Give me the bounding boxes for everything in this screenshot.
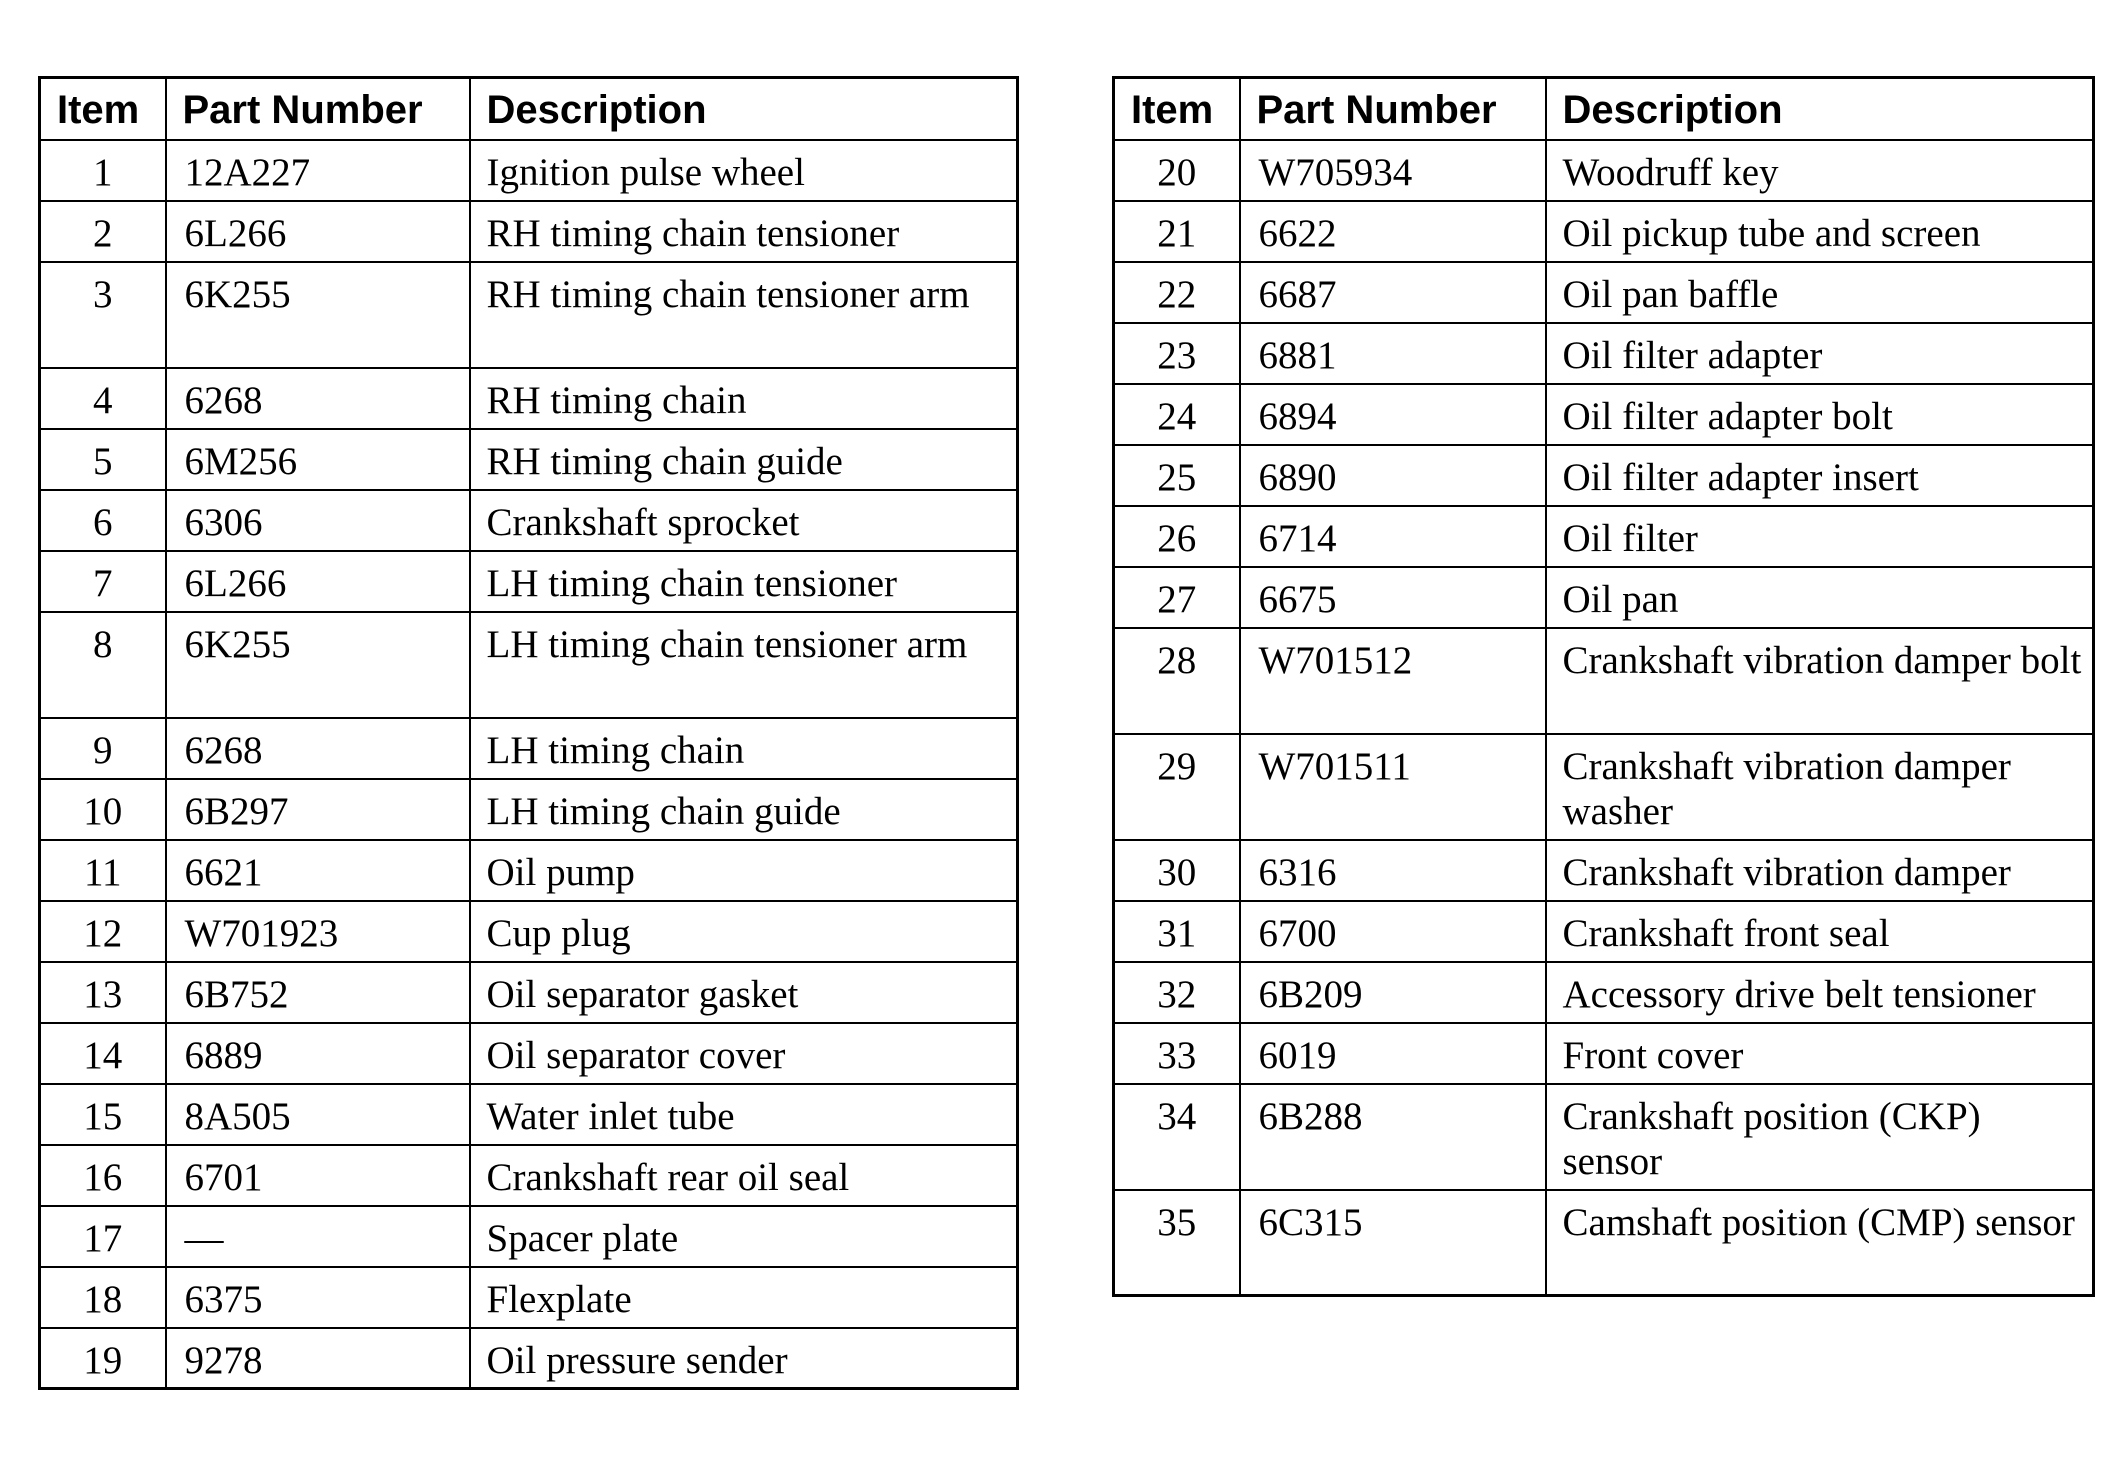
table-row [1114, 628, 2094, 734]
part-number-cell: 6B209 [1240, 962, 1546, 1023]
table-header-row [40, 78, 1018, 140]
part-number-cell: 6700 [1240, 901, 1546, 962]
part-number-cell: 6894 [1240, 384, 1546, 445]
item-cell: 27 [1114, 567, 1240, 628]
header-description: Description [470, 78, 1018, 140]
part-number-cell: W701512 [1240, 628, 1546, 734]
item-cell: 15 [40, 1084, 166, 1145]
part-number-cell: 6714 [1240, 506, 1546, 567]
description-cell: LH timing chain [470, 718, 1018, 779]
part-number-cell: 6316 [1240, 840, 1546, 901]
table-row [40, 962, 1018, 1023]
table-row [1114, 140, 2094, 201]
parts-table-right [1112, 76, 2095, 1297]
description-cell: Crankshaft front seal [1546, 901, 2094, 962]
item-cell: 19 [40, 1328, 166, 1389]
table-row [40, 551, 1018, 612]
table-body-right [1114, 140, 2094, 1296]
description-cell: Oil pan [1546, 567, 2094, 628]
table-row [40, 1267, 1018, 1328]
item-cell: 34 [1114, 1084, 1240, 1190]
description-cell: Woodruff key [1546, 140, 2094, 201]
table-row [40, 1084, 1018, 1145]
table-row [40, 368, 1018, 429]
item-cell: 18 [40, 1267, 166, 1328]
description-cell: RH timing chain guide [470, 429, 1018, 490]
item-cell: 22 [1114, 262, 1240, 323]
part-number-cell: 6675 [1240, 567, 1546, 628]
table-row [40, 140, 1018, 201]
table-row [1114, 445, 2094, 506]
part-number-cell: 6687 [1240, 262, 1546, 323]
part-number-cell: 6889 [166, 1023, 470, 1084]
item-cell: 32 [1114, 962, 1240, 1023]
header-description: Description [1546, 78, 2094, 140]
description-cell: Crankshaft sprocket [470, 490, 1018, 551]
part-number-cell: 6268 [166, 368, 470, 429]
description-cell: Flexplate [470, 1267, 1018, 1328]
table-row [40, 1145, 1018, 1206]
item-cell: 7 [40, 551, 166, 612]
table-row [1114, 901, 2094, 962]
table-row [1114, 323, 2094, 384]
description-cell: Cup plug [470, 901, 1018, 962]
table-row [40, 779, 1018, 840]
item-cell: 26 [1114, 506, 1240, 567]
part-number-cell: 6268 [166, 718, 470, 779]
description-cell: LH timing chain tensioner [470, 551, 1018, 612]
part-number-cell: 12A227 [166, 140, 470, 201]
table-row [1114, 201, 2094, 262]
item-cell: 29 [1114, 734, 1240, 840]
part-number-cell: 6L266 [166, 201, 470, 262]
item-cell: 13 [40, 962, 166, 1023]
table-row [1114, 384, 2094, 445]
item-cell: 35 [1114, 1190, 1240, 1296]
header-part-number: Part Number [1240, 78, 1546, 140]
part-number-cell: — [166, 1206, 470, 1267]
item-cell: 24 [1114, 384, 1240, 445]
table-row [40, 429, 1018, 490]
table-row [1114, 506, 2094, 567]
item-cell: 5 [40, 429, 166, 490]
part-number-cell: 6B288 [1240, 1084, 1546, 1190]
part-number-cell: 6K255 [166, 612, 470, 718]
table-row [1114, 840, 2094, 901]
part-number-cell: 6C315 [1240, 1190, 1546, 1296]
item-cell: 23 [1114, 323, 1240, 384]
part-number-cell: 6701 [166, 1145, 470, 1206]
description-cell: Oil pressure sender [470, 1328, 1018, 1389]
item-cell: 31 [1114, 901, 1240, 962]
part-number-cell: 6019 [1240, 1023, 1546, 1084]
table-row [1114, 734, 2094, 840]
table-row [40, 490, 1018, 551]
item-cell: 8 [40, 612, 166, 718]
part-number-cell: W705934 [1240, 140, 1546, 201]
part-number-cell: 6621 [166, 840, 470, 901]
table-row [40, 1328, 1018, 1389]
item-cell: 11 [40, 840, 166, 901]
item-cell: 9 [40, 718, 166, 779]
description-cell: LH timing chain guide [470, 779, 1018, 840]
part-number-cell: 6881 [1240, 323, 1546, 384]
description-cell: Crankshaft vibration damper [1546, 840, 2094, 901]
description-cell: Oil pickup tube and screen [1546, 201, 2094, 262]
description-cell: Oil filter [1546, 506, 2094, 567]
description-cell: Oil pump [470, 840, 1018, 901]
description-cell: Crankshaft position (CKP) sensor [1546, 1084, 2094, 1190]
table-row [1114, 1023, 2094, 1084]
item-cell: 25 [1114, 445, 1240, 506]
description-cell: RH timing chain tensioner arm [470, 262, 1018, 368]
description-cell: Oil pan baffle [1546, 262, 2094, 323]
description-cell: Oil separator cover [470, 1023, 1018, 1084]
item-cell: 1 [40, 140, 166, 201]
table-body-left [40, 140, 1018, 1389]
part-number-cell: 6B297 [166, 779, 470, 840]
description-cell: Front cover [1546, 1023, 2094, 1084]
table-row [40, 1023, 1018, 1084]
part-number-cell: 6K255 [166, 262, 470, 368]
item-cell: 20 [1114, 140, 1240, 201]
description-cell: Accessory drive belt tensioner [1546, 962, 2094, 1023]
table-header-row [1114, 78, 2094, 140]
item-cell: 30 [1114, 840, 1240, 901]
item-cell: 6 [40, 490, 166, 551]
table-row [1114, 962, 2094, 1023]
part-number-cell: 6890 [1240, 445, 1546, 506]
description-cell: Camshaft position (CMP) sensor [1546, 1190, 2094, 1296]
description-cell: Oil filter adapter bolt [1546, 384, 2094, 445]
description-cell: Oil filter adapter insert [1546, 445, 2094, 506]
table-row [40, 840, 1018, 901]
table-row [40, 901, 1018, 962]
table-row [1114, 567, 2094, 628]
description-cell: Crankshaft vibration damper bolt [1546, 628, 2094, 734]
item-cell: 2 [40, 201, 166, 262]
table-row [40, 612, 1018, 718]
part-number-cell: W701511 [1240, 734, 1546, 840]
parts-table-left [38, 76, 1019, 1390]
part-number-cell: 6306 [166, 490, 470, 551]
part-number-cell: 6M256 [166, 429, 470, 490]
part-number-cell: 6375 [166, 1267, 470, 1328]
description-cell: RH timing chain tensioner [470, 201, 1018, 262]
table-row [1114, 1084, 2094, 1190]
item-cell: 33 [1114, 1023, 1240, 1084]
item-cell: 21 [1114, 201, 1240, 262]
item-cell: 12 [40, 901, 166, 962]
part-number-cell: W701923 [166, 901, 470, 962]
header-item: Item [1114, 78, 1240, 140]
table-row [1114, 1190, 2094, 1296]
part-number-cell: 6B752 [166, 962, 470, 1023]
item-cell: 10 [40, 779, 166, 840]
table-row [40, 1206, 1018, 1267]
item-cell: 14 [40, 1023, 166, 1084]
description-cell: Ignition pulse wheel [470, 140, 1018, 201]
description-cell: LH timing chain tensioner arm [470, 612, 1018, 718]
table-row [40, 718, 1018, 779]
description-cell: Oil filter adapter [1546, 323, 2094, 384]
item-cell: 3 [40, 262, 166, 368]
part-number-cell: 8A505 [166, 1084, 470, 1145]
part-number-cell: 9278 [166, 1328, 470, 1389]
item-cell: 4 [40, 368, 166, 429]
item-cell: 17 [40, 1206, 166, 1267]
part-number-cell: 6622 [1240, 201, 1546, 262]
description-cell: Water inlet tube [470, 1084, 1018, 1145]
table-row [1114, 262, 2094, 323]
item-cell: 28 [1114, 628, 1240, 734]
table-row [40, 201, 1018, 262]
description-cell: Spacer plate [470, 1206, 1018, 1267]
description-cell: Crankshaft rear oil seal [470, 1145, 1018, 1206]
part-number-cell: 6L266 [166, 551, 470, 612]
table-row [40, 262, 1018, 368]
description-cell: Oil separator gasket [470, 962, 1018, 1023]
item-cell: 16 [40, 1145, 166, 1206]
header-item: Item [40, 78, 166, 140]
header-part-number: Part Number [166, 78, 470, 140]
description-cell: Crankshaft vibration damper washer [1546, 734, 2094, 840]
description-cell: RH timing chain [470, 368, 1018, 429]
